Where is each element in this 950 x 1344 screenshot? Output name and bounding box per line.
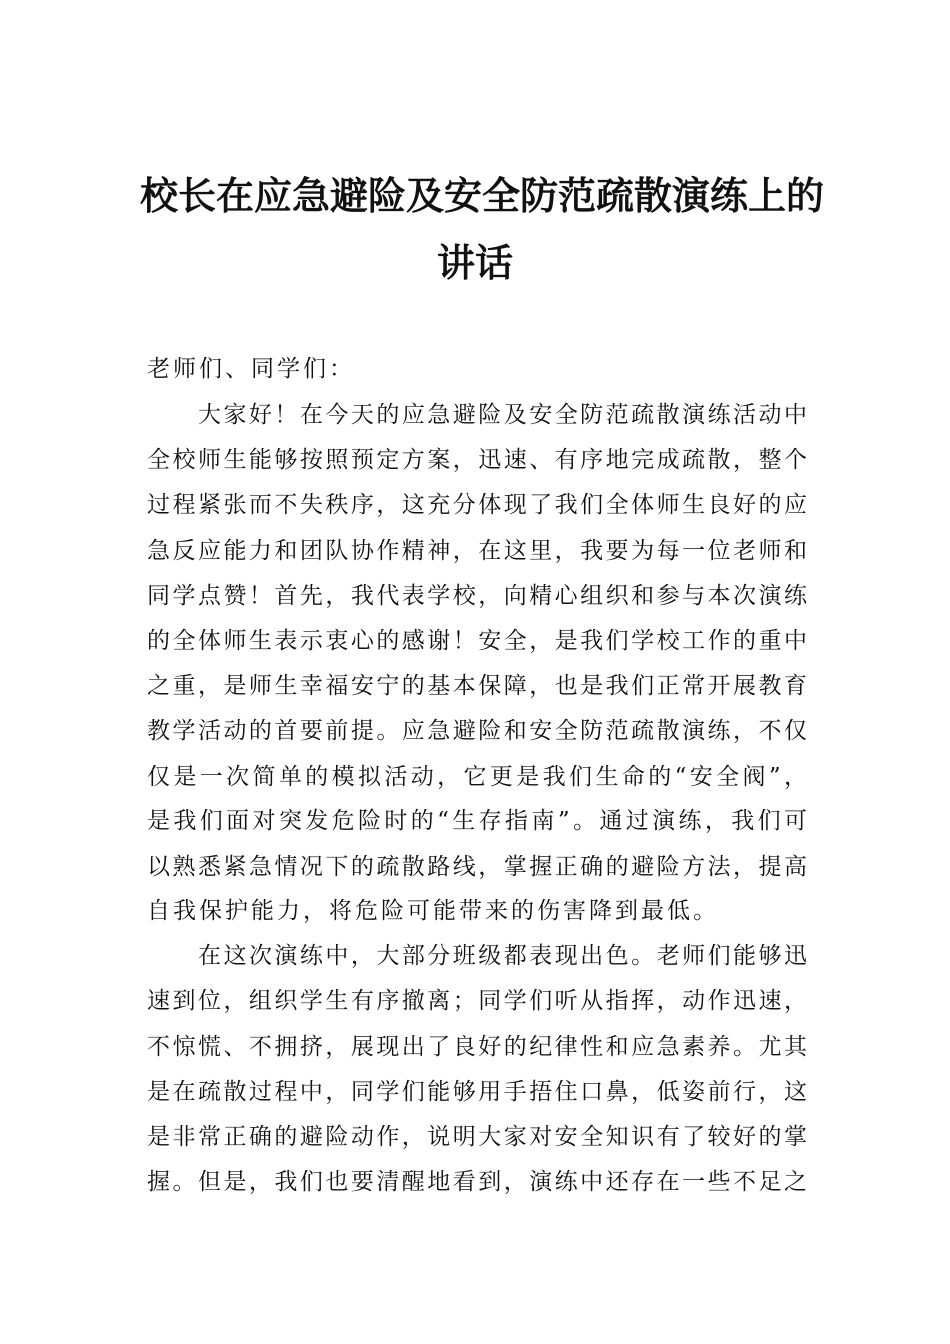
paragraph-1-line: 大家好！在今天的应急避险及安全防范疏散演练活动中 — [198, 402, 807, 428]
paragraph-1-line: 全校师生能够按照预定方案，迅速、有序地完成疏散，整个 — [147, 447, 807, 473]
paragraph-1-line: 同学点赞！首先，我代表学校，向精心组织和参与本次演练 — [147, 583, 807, 609]
paragraph-1-line: 教学活动的首要前提。应急避险和安全防范疏散演练，不仅 — [147, 718, 807, 744]
paragraph-1-line: 是我们面对突发危险时的“生存指南”。通过演练，我们可 — [147, 808, 807, 834]
paragraph-1-line: 仅是一次简单的模拟活动，它更是我们生命的“安全阀”， — [147, 764, 807, 790]
paragraph-1-line: 过程紧张而不失秩序，这充分体现了我们全体师生良好的应 — [147, 492, 807, 518]
paragraph-2-line: 速到位，组织学生有序撤离；同学们听从指挥，动作迅速， — [147, 988, 807, 1014]
paragraph-2-line: 是非常正确的避险动作，说明大家对安全知识有了较好的掌 — [147, 1124, 807, 1150]
paragraph-1-line: 的全体师生表示衷心的感谢！安全，是我们学校工作的重中 — [147, 628, 807, 654]
paragraph-2-line: 在这次演练中，大部分班级都表现出色。老师们能够迅 — [198, 943, 807, 969]
paragraph-1-line: 急反应能力和团队协作精神，在这里，我要为每一位老师和 — [147, 538, 807, 564]
paragraph-1-line: 以熟悉紧急情况下的疏散路线，掌握正确的避险方法，提高 — [147, 854, 807, 880]
paragraph-1-line: 之重，是师生幸福安宁的基本保障，也是我们正常开展教育 — [147, 673, 807, 699]
document-title-line-2: 讲话 — [436, 240, 513, 285]
paragraph-2-line: 不惊慌、不拥挤，展现出了良好的纪律性和应急素养。尤其 — [147, 1034, 807, 1060]
paragraph-2-line: 是在疏散过程中，同学们能够用手捂住口鼻，低姿前行，这 — [147, 1079, 807, 1105]
document-title-line-1: 校长在应急避险及安全防范疏散演练上的 — [140, 173, 825, 218]
salutation: 老师们、同学们： — [147, 356, 355, 382]
paragraph-2-line: 握。但是，我们也要清醒地看到，演练中还存在一些不足之 — [147, 1169, 807, 1195]
paragraph-1-line: 自我保护能力，将危险可能带来的伤害降到最低。 — [147, 898, 719, 924]
